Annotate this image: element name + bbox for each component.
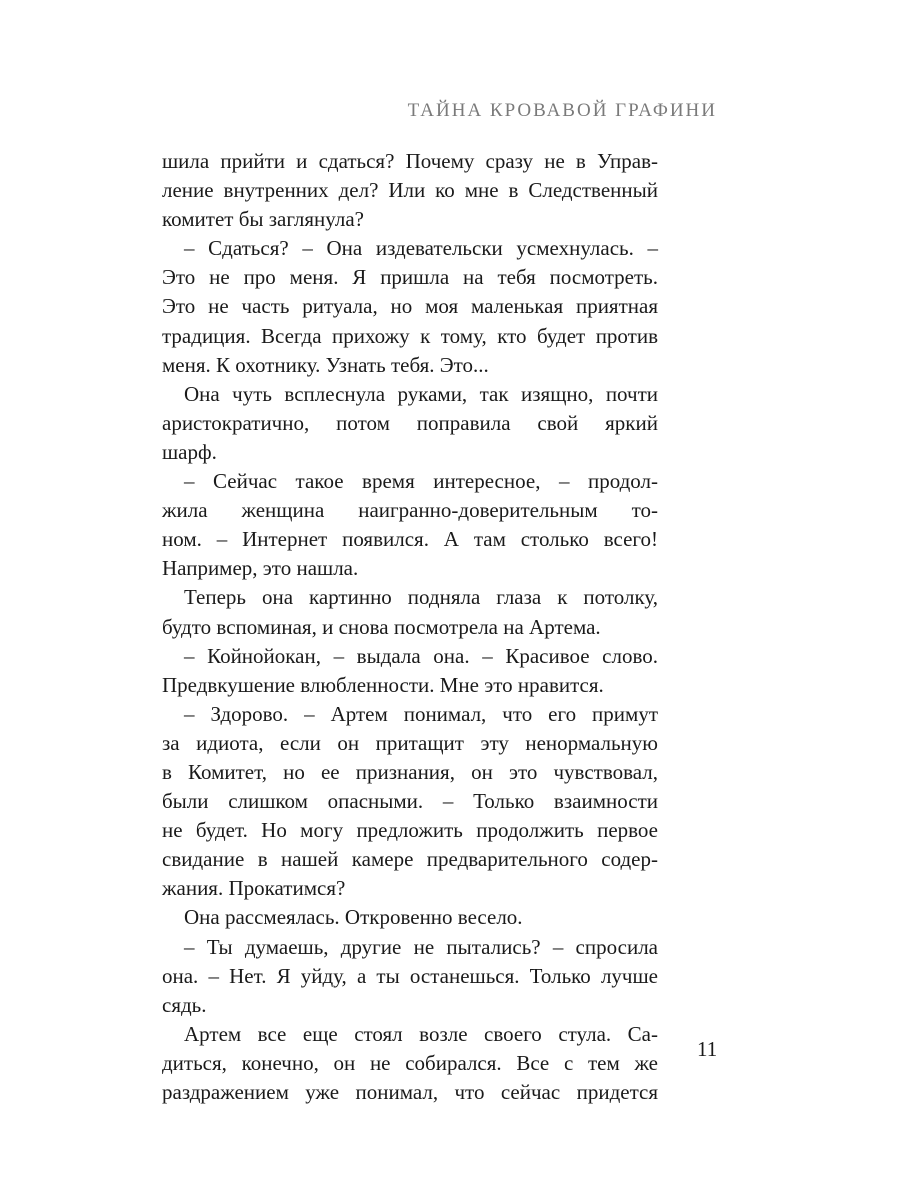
text-line: комитет бы заглянула?	[162, 207, 364, 232]
text-line: в Комитет, но ее признания, он это чувствовал,	[162, 759, 658, 784]
running-header-title: ТАЙНА КРОВАВОЙ ГРАФИНИ	[407, 100, 717, 121]
text-line: шарф.	[162, 439, 217, 464]
text-line: раздражением уже понимал, что сейчас придется	[162, 1080, 658, 1104]
text-line: свидание в нашей камере предварительного содер-	[162, 847, 658, 872]
text-line: сядь.	[162, 992, 207, 1017]
text-line: не будет. Но могу предложить продолжить первое	[162, 818, 658, 843]
text-line: традиция. Всегда прихожу к тому, кто будет против	[162, 323, 658, 348]
text-line: Она рассмеялась. Откровенно весело.	[184, 905, 523, 930]
text-line: за идиота, если он притащит эту ненормальную	[162, 730, 658, 755]
page-number: 11	[697, 1037, 718, 1061]
text-line: Артем все еще стоял возле своего стула. Са-	[184, 1021, 658, 1046]
text-line: – Ты думаешь, другие не пытались? – спросила	[184, 934, 658, 959]
text-line: шила прийти и сдаться? Почему сразу не в Управ-	[162, 149, 658, 173]
text-line: – Койнойокан, – выдала она. – Красивое слово.	[184, 643, 658, 668]
text-line: будто вспоминая, и снова посмотрела на Артема.	[162, 614, 601, 639]
text-line: жила женщина наигранно-доверительным то-	[162, 498, 658, 523]
text-line: меня. К охотнику. Узнать тебя. Это...	[162, 352, 489, 377]
text-line: – Сейчас такое время интересное, – продол-	[184, 469, 658, 494]
text-line: Предвкушение влюбленности. Мне это нравится.	[162, 672, 604, 697]
text-line: она. – Нет. Я уйду, а ты останешься. Только лучше	[162, 963, 658, 988]
text-line: жания. Прокатимся?	[162, 876, 346, 901]
text-line: ном. – Интернет появился. А там столько всего!	[162, 527, 658, 552]
text-line: Это не про меня. Я пришла на тебя посмотреть.	[162, 265, 658, 290]
text-line: Например, это нашла.	[162, 556, 359, 581]
text-line: – Здорово. – Артем понимал, что его примут	[184, 701, 658, 726]
text-line: аристократично, потом поправила свой яркий	[162, 410, 658, 435]
text-line: Она чуть всплеснула руками, так изящно, почти	[184, 381, 658, 406]
text-line: – Сдаться? – Она издевательски усмехнулась. –	[184, 236, 658, 261]
text-line: ление внутренних дел? Или ко мне в Следственный	[162, 178, 658, 203]
text-line: были слишком опасными. – Только взаимности	[162, 789, 658, 814]
text-line: Теперь она картинно подняла глаза к потолку,	[184, 585, 658, 610]
body-text	[162, 147, 658, 1107]
text-line: Это не часть ритуала, но моя маленькая приятная	[162, 294, 658, 319]
text-line: диться, конечно, он не собирался. Все с тем же	[162, 1050, 658, 1075]
